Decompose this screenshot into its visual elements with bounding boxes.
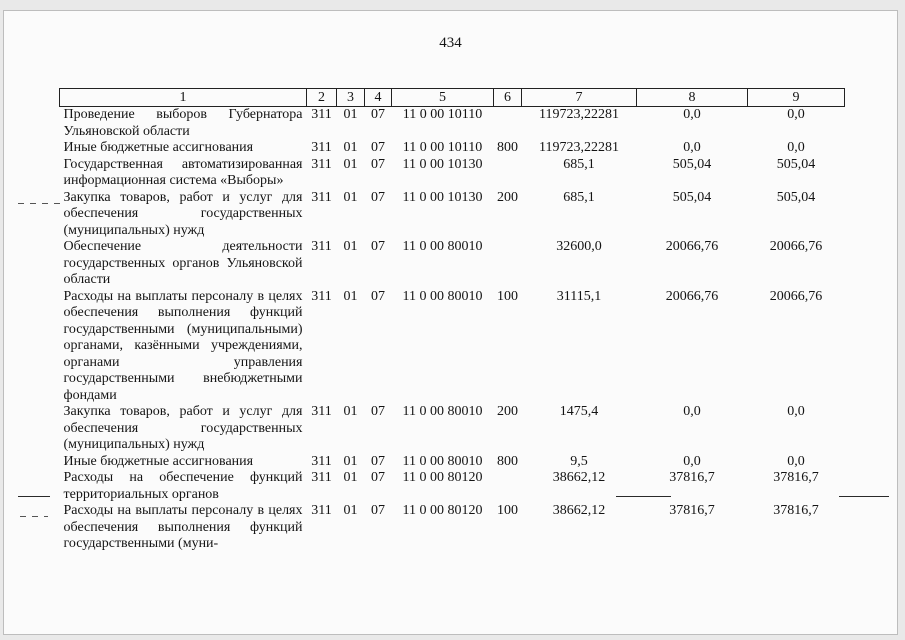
table-row bbox=[60, 239, 845, 289]
header-row bbox=[60, 89, 845, 107]
amount-col7: 685,1 bbox=[563, 189, 595, 205]
code-ministry: 311 bbox=[311, 503, 332, 518]
column-header: 3 bbox=[337, 89, 365, 107]
code-ministry: 311 bbox=[311, 288, 332, 304]
table-row bbox=[60, 289, 845, 405]
code-section: 01 bbox=[343, 239, 358, 254]
amount-col9: 0,0 bbox=[787, 453, 805, 469]
item-name: Расходы на обеспечение функций территориальных органов bbox=[63, 470, 303, 502]
code-section: 01 bbox=[343, 140, 358, 155]
amount-col7: 38662,12 bbox=[552, 503, 606, 518]
amount-col8: 37816,7 bbox=[669, 503, 715, 518]
column-header: 4 bbox=[365, 89, 392, 107]
amount-col9: 505,04 bbox=[776, 156, 816, 172]
code-target-article: 11 0 00 10110 bbox=[402, 140, 483, 155]
amount-col9: 20066,76 bbox=[769, 288, 823, 304]
amount-col7: 1475,4 bbox=[559, 404, 599, 419]
table-row bbox=[60, 503, 845, 553]
amount-col8: 20066,76 bbox=[665, 288, 719, 304]
scan-artifact-line bbox=[18, 203, 63, 204]
code-target-article: 11 0 00 10130 bbox=[402, 156, 483, 172]
scan-artifact-line bbox=[839, 496, 889, 497]
amount-col8: 0,0 bbox=[683, 404, 701, 419]
amount-col9: 20066,76 bbox=[769, 239, 823, 254]
code-section: 01 bbox=[343, 189, 358, 205]
amount-col8: 505,04 bbox=[672, 189, 712, 205]
table-row bbox=[60, 454, 845, 471]
code-subsection: 07 bbox=[371, 470, 385, 485]
item-name: Закупка товаров, работ и услуг для обеспечения государственных (муниципальных) нужд bbox=[63, 404, 303, 452]
code-expense-type bbox=[494, 239, 522, 289]
item-name: Иные бюджетные ассигнования bbox=[63, 140, 254, 155]
table-row bbox=[60, 190, 845, 240]
amount-col9: 505,04 bbox=[776, 189, 816, 205]
item-name: Иные бюджетные ассигнования bbox=[63, 453, 254, 469]
code-target-article: 11 0 00 80010 bbox=[402, 239, 483, 254]
code-subsection: 07 bbox=[371, 239, 385, 254]
code-expense-type: 200 bbox=[497, 404, 518, 419]
item-name: Проведение выборов Губернатора Ульяновской области bbox=[63, 107, 303, 139]
code-section: 01 bbox=[343, 503, 358, 518]
amount-col9: 37816,7 bbox=[773, 470, 819, 485]
item-name: Расходы на выплаты персоналу в целях обеспечения выполнения функций государственными (муни- bbox=[63, 503, 303, 551]
table-row bbox=[60, 107, 845, 141]
code-section: 01 bbox=[343, 470, 358, 485]
amount-col9: 37816,7 bbox=[773, 503, 819, 518]
column-header: 8 bbox=[637, 89, 748, 107]
code-target-article: 11 0 00 80120 bbox=[402, 470, 483, 485]
code-expense-type: 800 bbox=[497, 140, 518, 155]
code-subsection: 07 bbox=[371, 140, 385, 155]
code-ministry: 311 bbox=[311, 404, 332, 419]
amount-col8: 0,0 bbox=[683, 453, 701, 469]
code-expense-type: 800 bbox=[497, 453, 518, 469]
item-name: Государственная автоматизированная информационная система «Выборы» bbox=[63, 156, 303, 188]
code-section: 01 bbox=[343, 288, 358, 304]
code-ministry: 311 bbox=[311, 140, 332, 155]
code-expense-type bbox=[494, 470, 522, 503]
amount-col7: 31115,1 bbox=[556, 288, 602, 304]
amount-col7: 32600,0 bbox=[556, 239, 602, 254]
amount-col8: 505,04 bbox=[672, 156, 712, 172]
document-page bbox=[3, 10, 898, 635]
code-target-article: 11 0 00 10110 bbox=[402, 107, 483, 122]
code-target-article: 11 0 00 80010 bbox=[402, 453, 483, 469]
code-section: 01 bbox=[343, 453, 358, 469]
code-ministry: 311 bbox=[311, 239, 332, 254]
code-section: 01 bbox=[343, 107, 358, 122]
code-target-article: 11 0 00 80010 bbox=[402, 404, 483, 419]
code-expense-type: 100 bbox=[497, 288, 518, 304]
code-target-article: 11 0 00 10130 bbox=[402, 189, 483, 205]
code-expense-type bbox=[494, 157, 522, 190]
page-number: 434 bbox=[439, 35, 462, 51]
amount-col9: 0,0 bbox=[787, 140, 805, 155]
code-ministry: 311 bbox=[311, 156, 332, 172]
scan-artifact-line bbox=[18, 496, 50, 497]
code-ministry: 311 bbox=[311, 453, 332, 469]
code-expense-type: 100 bbox=[497, 503, 518, 518]
scan-artifact-line bbox=[616, 496, 671, 497]
column-header: 9 bbox=[748, 89, 845, 107]
code-target-article: 11 0 00 80120 bbox=[402, 503, 483, 518]
code-ministry: 311 bbox=[311, 189, 332, 205]
item-name: Обеспечение деятельности государственных органов Ульяновской области bbox=[63, 239, 303, 287]
table-row bbox=[60, 140, 845, 157]
table-row bbox=[60, 157, 845, 190]
code-subsection: 07 bbox=[371, 503, 385, 518]
code-subsection: 07 bbox=[371, 453, 385, 469]
amount-col7: 119723,22281 bbox=[539, 140, 619, 155]
amount-col8: 20066,76 bbox=[665, 239, 719, 254]
code-subsection: 07 bbox=[371, 156, 385, 172]
column-header: 7 bbox=[522, 89, 637, 107]
code-subsection: 07 bbox=[371, 404, 385, 419]
amount-col7: 685,1 bbox=[563, 156, 595, 172]
code-subsection: 07 bbox=[371, 189, 385, 205]
amount-col9: 0,0 bbox=[787, 107, 805, 122]
code-expense-type bbox=[494, 107, 522, 141]
code-ministry: 311 bbox=[311, 470, 332, 485]
amount-col8: 37816,7 bbox=[669, 470, 715, 485]
code-subsection: 07 bbox=[371, 288, 385, 304]
amount-col7: 9,5 bbox=[570, 453, 588, 469]
table-row bbox=[60, 470, 845, 503]
code-expense-type: 200 bbox=[497, 189, 518, 205]
amount-col8: 0,0 bbox=[683, 140, 701, 155]
column-header: 2 bbox=[307, 89, 337, 107]
column-header: 6 bbox=[494, 89, 522, 107]
amount-col9: 0,0 bbox=[787, 404, 805, 419]
column-header: 5 bbox=[392, 89, 494, 107]
code-section: 01 bbox=[343, 404, 358, 419]
item-name: Расходы на выплаты персоналу в целях обеспечения выполнения функций государственными (муниципальными) органами, казёнными учреждениями, органами управления государственными внебюджетными фондами bbox=[63, 288, 303, 403]
amount-col7: 38662,12 bbox=[552, 470, 606, 485]
column-header: 1 bbox=[60, 89, 307, 107]
code-ministry: 311 bbox=[311, 107, 332, 122]
budget-table bbox=[59, 88, 845, 553]
code-subsection: 07 bbox=[371, 107, 385, 122]
item-name: Закупка товаров, работ и услуг для обеспечения государственных (муниципальных) нужд bbox=[63, 189, 303, 238]
amount-col7: 119723,22281 bbox=[539, 107, 619, 122]
amount-col8: 0,0 bbox=[683, 107, 701, 122]
table-row bbox=[60, 404, 845, 454]
scan-artifact-line bbox=[20, 516, 48, 517]
code-section: 01 bbox=[343, 156, 358, 172]
code-target-article: 11 0 00 80010 bbox=[402, 288, 483, 304]
